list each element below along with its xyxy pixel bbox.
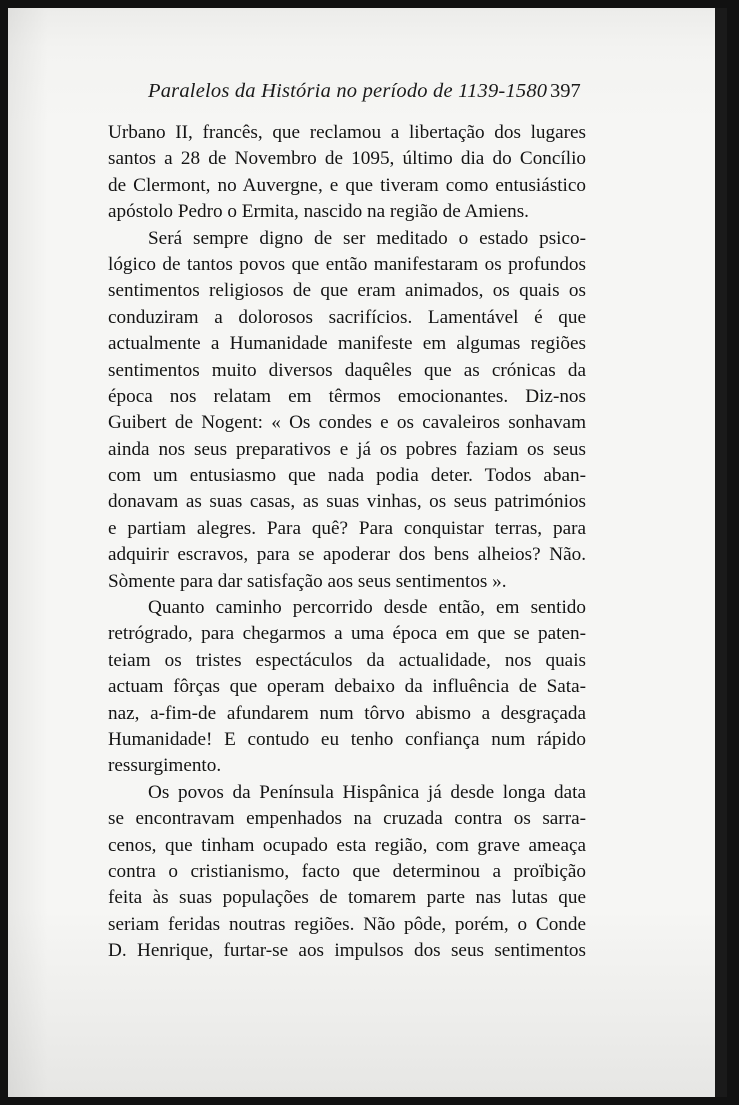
text-line: ressurgimento. (108, 755, 222, 777)
scan-border (715, 8, 727, 1097)
text-line: e partiam alegres. Para quê? Para conquistar terras, para (108, 517, 586, 539)
paragraph (108, 595, 586, 780)
text-line: se encontravam empenhados na cruzada contra os sarra- (108, 808, 586, 830)
running-header (108, 76, 588, 108)
text-line: lógico de tantos povos que então manifestaram os profundos (108, 253, 586, 275)
page-gutter-shadow (8, 8, 48, 1097)
text-line: sentimentos religiosos de que eram animados, os quais os (108, 280, 586, 302)
text-line: actualmente a Humanidade manifeste em algumas regiões (108, 333, 586, 355)
running-title: Paralelos da História no período de 1139-1580 (148, 80, 548, 102)
text-line: retrógrado, para chegarmos a uma época em que se paten- (108, 623, 586, 645)
book-page (8, 8, 727, 1097)
text-line: Os povos da Península Hispânica já desde longa data (148, 781, 586, 803)
text-line: adquirir escravos, para se apoderar dos bens alheios? Não. (108, 544, 586, 566)
text-line: de Clermont, no Auvergne, e que tiveram como entusiástico (108, 174, 586, 196)
text-line: apóstolo Pedro o Ermita, nascido na região de Amiens. (108, 201, 529, 223)
text-line: Será sempre digno de ser meditado o estado psico- (148, 227, 586, 249)
text-line: contra o cristianismo, facto que determinou a proïbição (108, 860, 586, 882)
text-line: sentimentos muito diversos daquêles que as crónicas da (108, 359, 586, 381)
text-line: Urbano II, francês, que reclamou a libertação dos lugares (108, 122, 586, 143)
text-line: D. Henrique, furtar-se aos impulsos dos seus sentimentos (108, 940, 586, 962)
body-text (108, 120, 586, 965)
text-line: Sòmente para dar satisfação aos seus sentimentos ». (108, 570, 507, 592)
paragraph (108, 120, 586, 226)
text-line: Humanidade! E contudo eu tenho confiança num rápido (108, 728, 586, 750)
text-line: teiam os tristes espectáculos da actualidade, nos quais (108, 649, 586, 671)
paragraph (108, 780, 586, 965)
text-line: época nos relatam em têrmos emocionantes. Diz-nos (108, 385, 586, 407)
page-number: 397 (550, 80, 581, 102)
text-line: santos a 28 de Novembro de 1095, último dia do Concílio (108, 148, 586, 170)
text-line: actuam fôrças que operam debaixo da influência de Sata- (108, 676, 586, 698)
text-line: seriam feridas noutras regiões. Não pôde, porém, o Conde (108, 913, 586, 935)
text-line: feita às suas populações de tomarem parte nas lutas que (108, 887, 586, 909)
text-line: com um entusiasmo que nada podia deter. Todos aban- (108, 465, 586, 487)
text-line: naz, a-fim-de afundarem num tôrvo abismo a desgraçada (108, 702, 586, 724)
text-line: cenos, que tinham ocupado esta região, com grave ameaça (108, 834, 586, 856)
paragraph (108, 226, 586, 595)
text-line: Guibert de Nogent: « Os condes e os cavaleiros sonhavam (108, 412, 586, 434)
text-line: Quanto caminho percorrido desde então, em sentido (148, 597, 586, 619)
text-line: ainda nos seus preparativos e já os pobres faziam os seus (108, 438, 586, 460)
text-line: donavam as suas casas, as suas vinhas, os seus patrimónios (108, 491, 586, 513)
text-line: conduziram a dolorosos sacrifícios. Lamentável é que (108, 306, 586, 328)
